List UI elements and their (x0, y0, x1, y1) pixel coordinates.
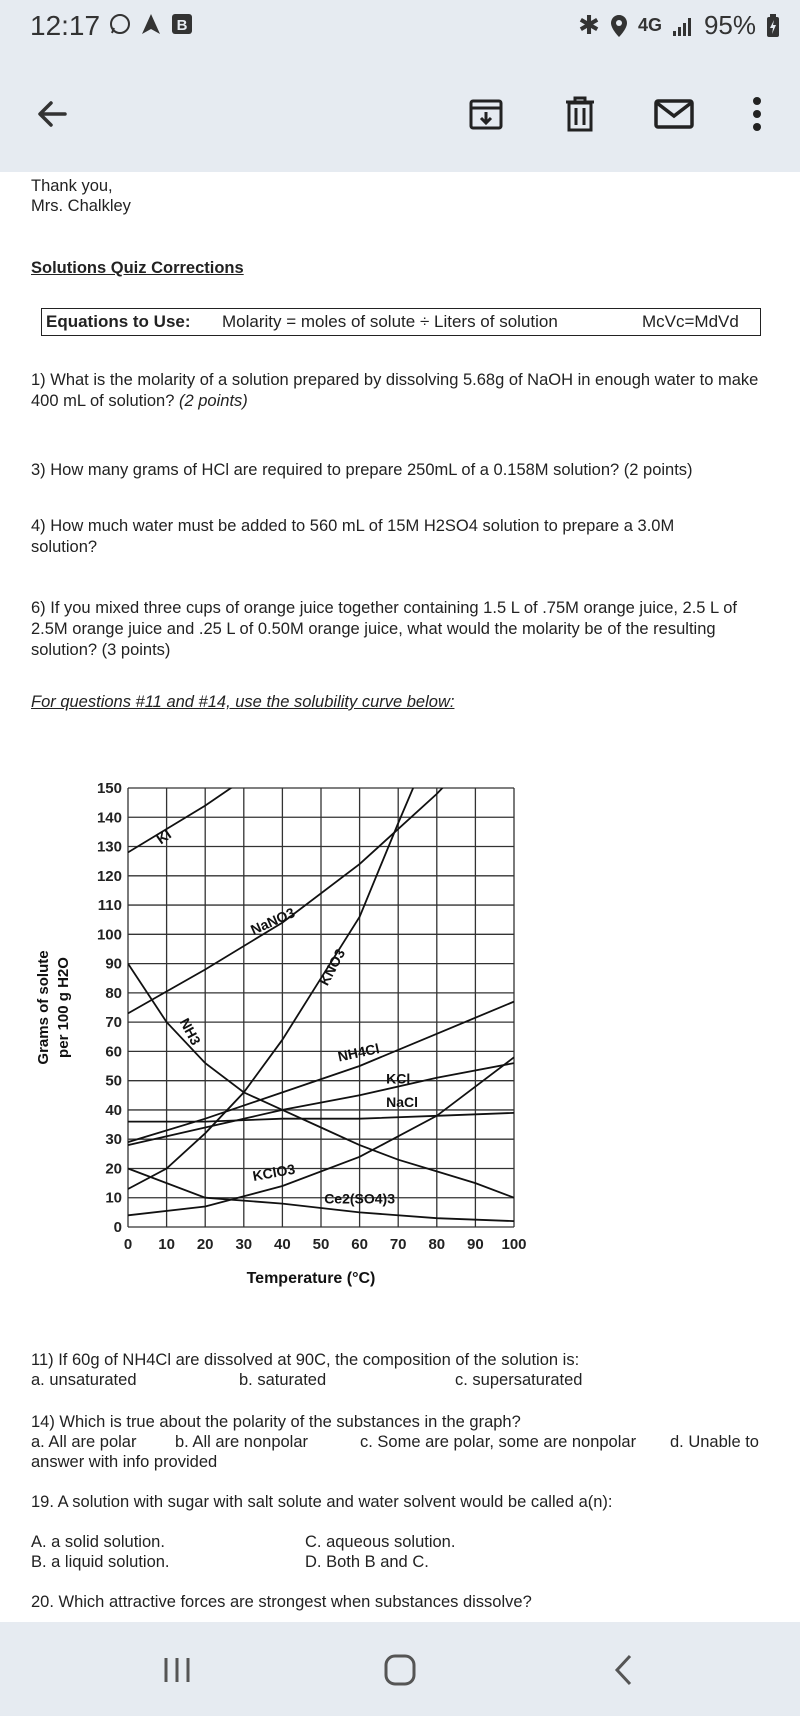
y-tick-label: 110 (97, 897, 122, 915)
x-axis-label: Temperature (°C) (246, 1270, 376, 1287)
y-tick-label: 150 (96, 780, 122, 797)
series-label: KCl (386, 1070, 411, 1087)
x-tick-label: 100 (501, 1236, 527, 1253)
y-tick-label: 140 (96, 809, 122, 827)
question-14-option-d: d. Unable to (670, 1433, 759, 1451)
question-6: 6) If you mixed three cups of orange juice together containing 1.5 L of .75M orange juice, 2.5 L of 2.5M orange juice and .25 L of 0.50M orange juice, what would the molarity be of the resulting solution? (3 points) (31, 599, 737, 659)
battery-charging-icon (766, 14, 780, 38)
question-19-option-c: C. aqueous solution. (305, 1533, 456, 1551)
trash-icon (564, 96, 596, 132)
x-tick-label: 10 (158, 1236, 175, 1253)
notification-icons (108, 12, 194, 36)
delete-button[interactable] (556, 90, 604, 138)
location-icon (610, 14, 628, 38)
solubility-chart (30, 762, 590, 1322)
question-3: 3) How many grams of HCl are required to prepare 250mL of a 0.158M solution? (2 points) (31, 461, 693, 479)
question-1-text: 1) What is the molarity of a solution prepared by dissolving 5.68g of NaOH in enough water to make 400 mL of solution? (31, 371, 759, 410)
y-tick-label: 130 (96, 838, 122, 856)
x-tick-label: 50 (312, 1236, 330, 1253)
mail-icon (654, 98, 694, 130)
y-tick-label: 100 (96, 926, 122, 944)
network-label: 4G (637, 15, 662, 35)
y-tick-label: 80 (105, 984, 122, 1002)
y-tick-label: 50 (105, 1072, 122, 1090)
y-tick-label: 10 (105, 1189, 122, 1207)
x-tick-label: 60 (351, 1236, 368, 1253)
series-label: NH4Cl (336, 1040, 381, 1065)
series-label: NaNO3 (248, 904, 298, 938)
navigation-icon (140, 12, 162, 36)
y-tick-label: 90 (105, 955, 122, 973)
question-1-points: (2 points) (179, 392, 248, 410)
question-11-option-b: b. saturated (239, 1371, 327, 1389)
b-app-icon (170, 12, 194, 36)
email-body (0, 172, 800, 1622)
system-icons (578, 10, 780, 41)
x-tick-label: 20 (196, 1236, 214, 1253)
y-axis-label-line1: Grams of solute (35, 950, 52, 1065)
svg-text:B: B (176, 17, 188, 34)
home-button[interactable] (376, 1646, 424, 1694)
question-20: 20. Which attractive forces are strongest when substances dissolve? (31, 1593, 532, 1611)
series-label: NaCl (386, 1094, 419, 1111)
x-tick-label: 30 (235, 1236, 253, 1253)
y-tick-label: 20 (105, 1160, 122, 1178)
question-14-option-a: a. All are polar (31, 1433, 137, 1451)
x-tick-label: 90 (467, 1236, 484, 1253)
question-19-option-a: A. a solid solution. (31, 1533, 165, 1551)
recent-apps-icon (161, 1656, 193, 1684)
y-tick-label: 120 (96, 867, 122, 885)
bluetooth-icon: ✱ (578, 10, 600, 40)
question-14-option-b: b. All are nonpolar (175, 1433, 309, 1451)
closing-text: Thank you, (31, 177, 113, 195)
series-label: KI (153, 826, 175, 848)
question-14: 14) Which is true about the polarity of the substances in the graph? (31, 1413, 521, 1431)
home-icon (383, 1653, 417, 1687)
question-11: 11) If 60g of NH4Cl are dissolved at 90C, the composition of the solution is: (31, 1351, 580, 1369)
question-11-option-a: a. unsaturated (31, 1371, 137, 1389)
chevron-left-icon (612, 1653, 636, 1687)
y-tick-label: 70 (105, 1014, 122, 1032)
battery-percent: 95% (703, 10, 756, 40)
mark-unread-button[interactable] (650, 90, 698, 138)
quiz-heading: Solutions Quiz Corrections (31, 259, 244, 277)
curve-intro: For questions #11 and #14, use the solubility curve below: (31, 693, 455, 711)
email-toolbar (0, 60, 800, 172)
question-1 (31, 370, 771, 412)
x-tick-label: 0 (123, 1236, 133, 1253)
question-4: 4) How much water must be added to 560 mL of 15M H2SO4 solution to prepare a 3.0M solution? (31, 517, 675, 556)
molarity-equation: Molarity = moles of solute ÷ Liters of solution (222, 312, 558, 331)
archive-button[interactable] (462, 90, 510, 138)
question-11-option-c: c. supersaturated (455, 1371, 583, 1389)
recent-apps-button[interactable] (153, 1646, 201, 1694)
more-vertical-icon (752, 96, 762, 132)
y-axis-label-line2: per 100 g H2O (55, 957, 72, 1058)
system-nav-bar (0, 1622, 800, 1716)
y-tick-label: 30 (105, 1131, 122, 1149)
whatsapp-icon (108, 12, 132, 36)
equations-label: Equations to Use: (46, 312, 191, 331)
status-bar (0, 0, 800, 60)
dilution-equation: McVc=MdVd (642, 312, 739, 331)
signal-icon (672, 15, 694, 37)
y-tick-label: 60 (105, 1043, 122, 1061)
question-19: 19. A solution with sugar with salt solute and water solvent would be called a(n): (31, 1493, 613, 1511)
signature-text: Mrs. Chalkley (31, 197, 131, 215)
solubility-chart-svg (30, 762, 590, 1322)
series-label: KClO3 (251, 1160, 297, 1184)
series-label: Ce2(SO4)3 (324, 1190, 396, 1207)
question-19-option-b: B. a liquid solution. (31, 1553, 170, 1571)
equations-box (41, 308, 761, 336)
back-button[interactable] (28, 90, 76, 138)
question-19-option-d: D. Both B and C. (305, 1553, 429, 1571)
x-tick-label: 40 (274, 1236, 291, 1253)
x-tick-label: 80 (428, 1236, 446, 1253)
status-time: 12:17 (30, 10, 101, 41)
x-tick-label: 70 (389, 1236, 407, 1253)
arrow-left-icon (35, 97, 69, 131)
y-tick-label: 0 (113, 1219, 122, 1236)
archive-download-icon (468, 96, 504, 132)
nav-back-button[interactable] (600, 1646, 648, 1694)
y-tick-label: 40 (105, 1101, 122, 1119)
series-label: KNO3 (315, 946, 349, 989)
series-label: NH3 (176, 1015, 204, 1048)
question-14-option-d-cont: answer with info provided (31, 1453, 218, 1471)
more-options-button[interactable] (733, 90, 781, 138)
question-14-option-c: c. Some are polar, some are nonpolar (360, 1433, 637, 1451)
